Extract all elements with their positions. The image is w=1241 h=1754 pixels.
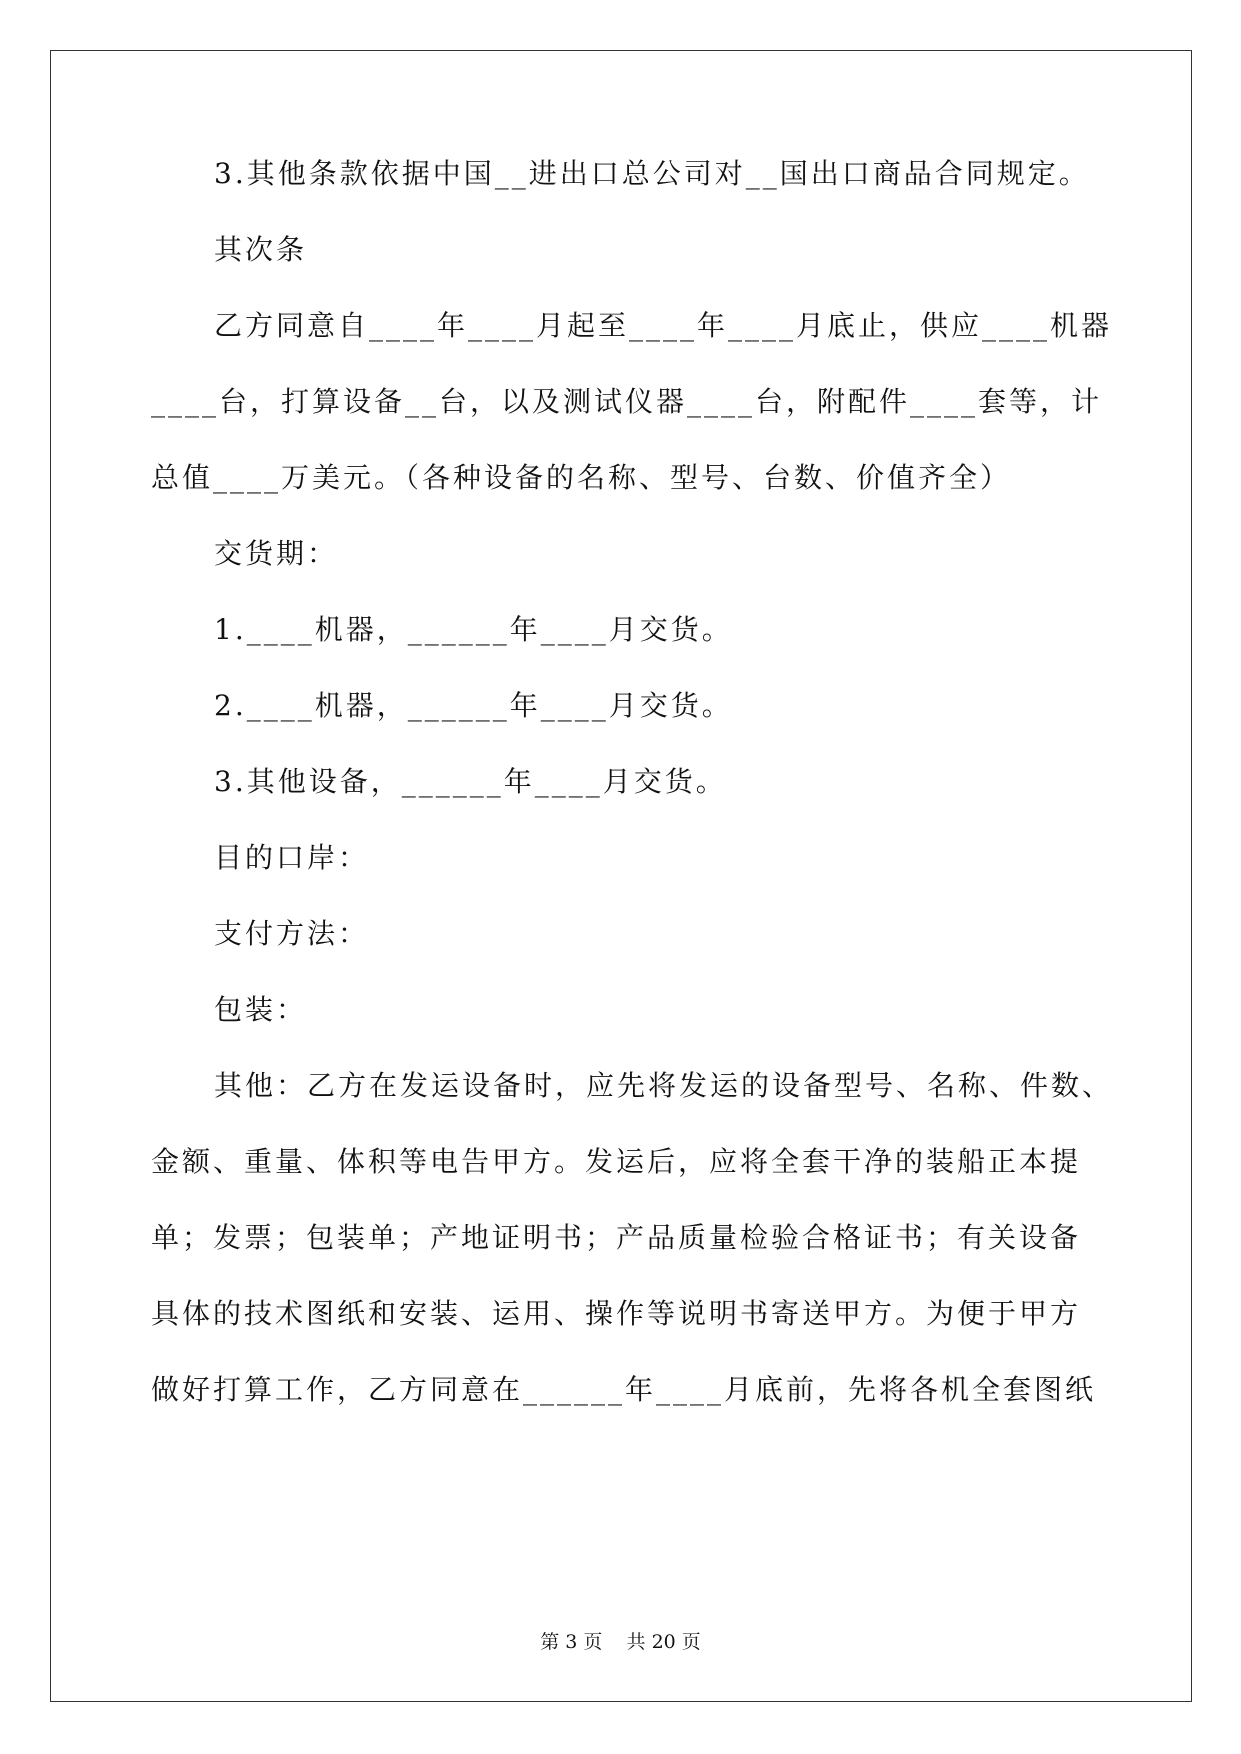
other-paragraph-line-4: 具体的技术图纸和安装、运用、操作等说明书寄送甲方。为便于甲方 [151,1297,1082,1330]
supply-paragraph-line-1: 乙方同意自____年____月起至____年____月底止，供应____机器 [214,309,1113,342]
other-paragraph-line-3: 单；发票；包装单；产地证明书；产品质量检验合格证书；有关设备 [151,1221,1082,1254]
delivery-item-3: 3.其他设备，______年____月交货。 [214,765,727,798]
delivery-period-heading: 交货期： [214,537,339,570]
other-paragraph-line-5: 做好打算工作，乙方同意在______年____月底前，先将各机全套图纸 [151,1373,1097,1406]
supply-paragraph-line-3: 总值____万美元。（各种设备的名称、型号、台数、价值齐全） [151,461,1012,494]
payment-method-label: 支付方法： [214,917,370,950]
delivery-item-2: 2.____机器，______年____月交货。 [214,689,733,722]
clause-3-other-terms: 3.其他条款依据中国__进出口总公司对__国出口商品合同规定。 [214,157,1090,190]
page-border [50,50,1192,1702]
supply-paragraph-line-2: ____台，打算设备__台，以及测试仪器____台，附配件____套等，计 [151,385,1103,418]
destination-port-label: 目的口岸： [214,841,370,874]
delivery-item-1: 1.____机器，______年____月交货。 [214,613,733,646]
article-2-heading: 其次条 [214,233,308,266]
other-paragraph-line-1: 其他：乙方在发运设备时，应先将发运的设备型号、名称、件数、 [214,1069,1114,1102]
other-paragraph-line-2: 金额、重量、体积等电告甲方。发运后，应将全套干净的装船正本提 [151,1145,1082,1178]
packaging-label: 包装： [214,993,308,1026]
page-number-footer: 第 3 页 共 20 页 [540,1631,701,1653]
